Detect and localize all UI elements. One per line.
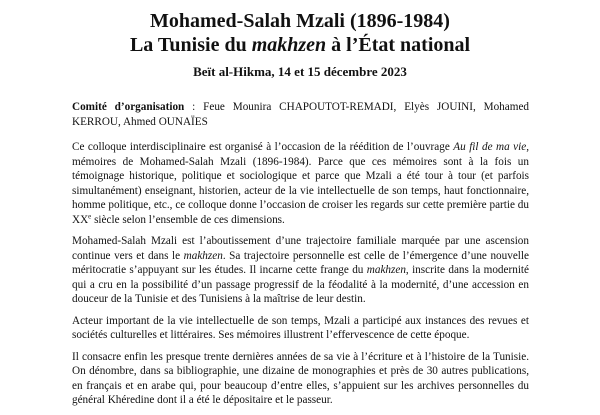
document-title-line2 [0,34,600,56]
p1-text-b: , mémoires de Mohamed-Salah Mzali (1896-1984). Parce que ces mémoires sont à la fois un témoignage historique, politique et sociologique et parce que Mzali a été tour à tour (et parfois simultanément) enseignant, historien, acteur de la vie intellectuelle de son temps, haut fonctionnaire, homme politique, etc., ce colloque donne l’occasion de croiser les regards sur cette première partie du XX [72,141,530,226]
paragraph-1 [72,140,529,227]
p2-text-a: Mohamed-Salah Mzali est l’aboutissement d’une trajectoire familiale marquée par une ascension continue vers et dans le [72,235,529,262]
title-emphasis: makhzen [251,34,327,56]
paragraph-4: Il consacre enfin les presque trente dernières années de sa vie à l’écriture et à l’histoire de la Tunisie. On dénombre, dans sa bibliographie, une dizaine de monographies et près de 30 autres publications, en français et en arabe qui, pour beaucoup d’entre elles, s’appuient sur les archives personnelles du général Khéredine dont il a été le dépositaire et le passeur. [72,350,529,406]
committee-label: Comité d’organisation [72,101,185,113]
paragraph-2 [72,234,529,307]
event-venue-date: Beït al-Hikma, 14 et 15 décembre 2023 [193,64,407,79]
title-part-pre: La Tunisie du [129,34,252,56]
p2-text-b: . Sa trajectoire personnelle est celle de l’émergence d’une nouvelle méritocratie s’appuyant sur les études. Il incarne cette frange du [72,249,529,276]
paragraph-3: Acteur important de la vie intellectuelle de son temps, Mzali a participé aux instances des revues et sociétés culturelles et littéraires. Ses mémoires illustrent l’effervescence de cette époque. [72,314,529,341]
document-title: Mohamed-Salah Mzali (1896-1984) [150,10,450,32]
p2-emphasis-1: makhzen [183,249,223,262]
organizing-committee [72,100,529,129]
document-body [72,100,529,415]
p1-text-c: siècle selon l’ensemble de ces dimensions. [91,213,285,226]
p1-book-title: Au fil de ma vie [453,141,527,153]
p1-superscript: e [88,211,92,220]
p1-text-a: Ce colloque interdisciplinaire est organisé à l’occasion de la réédition de l’ouvrage [72,141,454,153]
p2-emphasis-2: makhzen [366,264,406,276]
p2-text-c: , inscrite dans la modernité qui a cru en la possibilité d’un passage progressif de la féodalité à la modernité, d’une accession en douceur de la Tunisie et des Tunisiens à la maîtrise de leur destin. [72,264,529,305]
title-part-post: à l’État national [326,34,471,56]
committee-members: : Feue Mounira CHAPOUTOT-REMADI, Elyès JOUINI, Mohamed KERROU, Ahmed OUNAÏES [72,101,530,128]
